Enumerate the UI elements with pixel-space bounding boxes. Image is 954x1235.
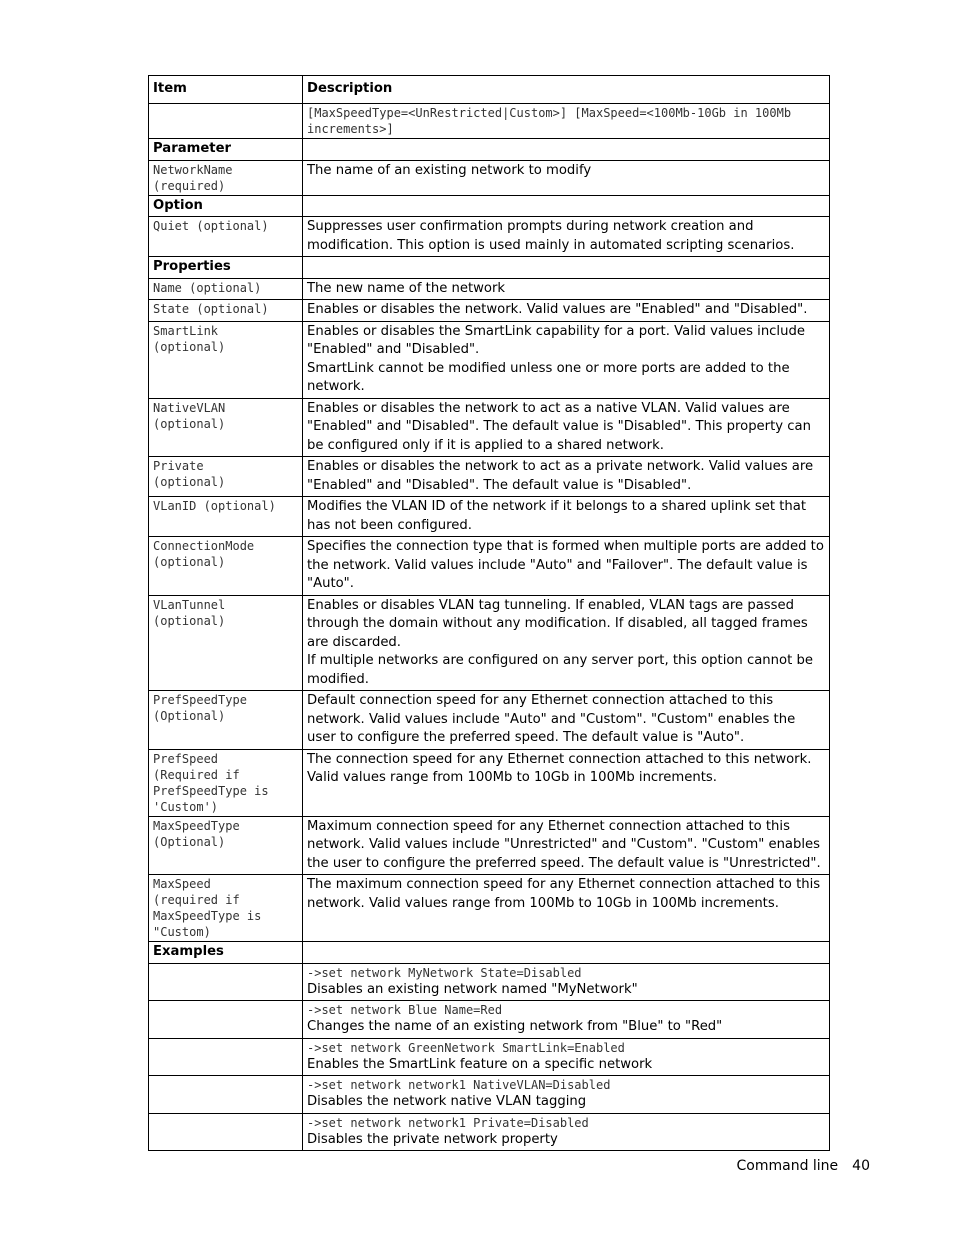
example-row [149, 1001, 830, 1039]
example-row [149, 963, 830, 1001]
example-explanation: Enables the SmartLink feature on a specific network [307, 1056, 653, 1072]
property-description [303, 749, 830, 816]
parameter-name: NetworkName (required) [149, 160, 303, 195]
property-row [149, 537, 830, 596]
example-explanation: Disables the private network property [307, 1131, 558, 1147]
description-line: Maximum connection speed for any Ethernet connection attached to this network. Valid values include "Unrestricted" and "Custom". "Custom" enables the user to configure the preferred speed. The default value is "Unrestricted". [307, 818, 821, 871]
header-description: Description [303, 76, 830, 104]
example-command: ->set network network1 Private=Disabled [307, 1115, 589, 1130]
option-description [303, 217, 830, 257]
page-footer [723, 1158, 871, 1174]
description-line: SmartLink cannot be modified unless one or more ports are added to the network. [307, 360, 790, 394]
property-row [149, 691, 830, 750]
property-row [149, 300, 830, 322]
example-cell [303, 963, 830, 1001]
property-row [149, 321, 830, 398]
section-row-parameter [149, 139, 830, 161]
property-row [149, 749, 830, 816]
empty-cell [303, 942, 830, 964]
property-name: PrefSpeed (Required if PrefSpeedType is 'Custom') [149, 749, 303, 816]
property-description [303, 497, 830, 537]
option-name: Quiet (optional) [149, 217, 303, 257]
syntax-continuation-row [149, 104, 830, 139]
example-command: ->set network MyNetwork State=Disabled [307, 965, 582, 980]
example-row [149, 1076, 830, 1114]
empty-item-cell [149, 1113, 303, 1151]
property-description [303, 398, 830, 457]
example-row [149, 1038, 830, 1076]
parameter-description [303, 160, 830, 195]
section-label-option: Option [149, 195, 303, 217]
description-line: Suppresses user confirmation prompts during network creation and modification. This option is used mainly in automated scripting scenarios. [307, 219, 795, 253]
option-row [149, 217, 830, 257]
empty-item-cell [149, 1001, 303, 1039]
example-command: ->set network network1 NativeVLAN=Disabled [307, 1078, 611, 1092]
property-description [303, 278, 830, 300]
example-cell [303, 1001, 830, 1039]
description-line: Enables or disables the network to act as a native VLAN. Valid values are "Enabled" and "Disabled". The default value is "Disabled". This property can be configured only if it is applied to a shared network. [307, 400, 811, 453]
property-name: PrefSpeedType (Optional) [149, 691, 303, 750]
header-item: Item [149, 76, 303, 104]
property-name: Name (optional) [149, 278, 303, 300]
command-reference-table [148, 75, 830, 1151]
description-line: If multiple networks are configured on any server port, this option cannot be modified. [307, 653, 813, 687]
section-label-examples: Examples [149, 942, 303, 964]
property-name: MaxSpeed (required if MaxSpeedType is "Custom) [149, 875, 303, 942]
empty-cell [303, 257, 830, 279]
description-line: Enables or disables the network to act as a private network. Valid values are "Enabled" and "Disabled". The default value is "Disabled". [307, 459, 814, 493]
syntax-code: [MaxSpeedType=<UnRestricted|Custom>] [MaxSpeed=<100Mb-10Gb in 100Mb increments>] [303, 104, 830, 139]
property-description [303, 691, 830, 750]
section-label-properties: Properties [149, 257, 303, 279]
property-name: SmartLink (optional) [149, 321, 303, 398]
description-line: Modifies the VLAN ID of the network if it belongs to a shared uplink set that has not been configured. [307, 499, 806, 533]
property-name: ConnectionMode (optional) [149, 537, 303, 596]
empty-item-cell [149, 104, 303, 139]
property-description [303, 300, 830, 322]
property-row [149, 278, 830, 300]
property-name: State (optional) [149, 300, 303, 322]
section-row-properties [149, 257, 830, 279]
property-description [303, 537, 830, 596]
property-row [149, 398, 830, 457]
example-command: ->set network GreenNetwork SmartLink=Enabled [307, 1040, 625, 1055]
footer-section-title: Command line [736, 1158, 839, 1174]
description-line: Enables or disables the network. Valid values are "Enabled" and "Disabled". [307, 302, 808, 317]
property-description [303, 321, 830, 398]
property-name: Private (optional) [149, 457, 303, 497]
description-line: The name of an existing network to modify [307, 162, 592, 178]
description-line: Specifies the connection type that is formed when multiple ports are added to the network. Valid values include "Auto" and "Failover". The default value is "Auto". [307, 539, 824, 591]
example-explanation: Disables an existing network named "MyNetwork" [307, 981, 638, 997]
description-line: Enables or disables the SmartLink capability for a port. Valid values include "Enabled" and "Disabled". [307, 323, 805, 357]
parameter-row [149, 160, 830, 195]
description-line: The connection speed for any Ethernet connection attached to this network. Valid values range from 100Mb to 10Gb in 100Mb increments. [307, 751, 812, 785]
property-description [303, 875, 830, 942]
empty-item-cell [149, 1076, 303, 1114]
page-number: 40 [852, 1158, 870, 1174]
property-row [149, 457, 830, 497]
property-name: VLanTunnel (optional) [149, 595, 303, 691]
example-cell [303, 1038, 830, 1076]
property-row [149, 595, 830, 691]
property-name: MaxSpeedType (Optional) [149, 816, 303, 875]
empty-item-cell [149, 963, 303, 1001]
example-command: ->set network Blue Name=Red [307, 1003, 503, 1017]
empty-cell [303, 195, 830, 217]
example-cell [303, 1113, 830, 1151]
description-line: The maximum connection speed for any Ethernet connection attached to this network. Valid values range from 100Mb to 10Gb in 100Mb increments. [307, 877, 821, 911]
example-cell [303, 1076, 830, 1114]
description-line: The new name of the network [307, 280, 506, 296]
empty-item-cell [149, 1038, 303, 1076]
section-row-option [149, 195, 830, 217]
property-description [303, 457, 830, 497]
description-line: Enables or disables VLAN tag tunneling. If enabled, VLAN tags are passed through the domain without any modification. If disabled, all tagged frames are discarded. [307, 597, 808, 650]
property-name: VLanID (optional) [149, 497, 303, 537]
empty-cell [303, 139, 830, 161]
property-row [149, 816, 830, 875]
example-explanation: Disables the network native VLAN tagging [307, 1094, 587, 1109]
example-explanation: Changes the name of an existing network from "Blue" to "Red" [307, 1019, 723, 1034]
property-name: NativeVLAN (optional) [149, 398, 303, 457]
description-line: Default connection speed for any Ethernet connection attached to this network. Valid values include "Auto" and "Custom". "Custom" enables the user to configure the preferred speed. The default value is "Auto". [307, 693, 796, 745]
property-row [149, 497, 830, 537]
property-description [303, 595, 830, 691]
table-header-row [149, 76, 830, 104]
section-row-examples [149, 942, 830, 964]
section-label-parameter: Parameter [149, 139, 303, 161]
property-description [303, 816, 830, 875]
example-row [149, 1113, 830, 1151]
property-row [149, 875, 830, 942]
